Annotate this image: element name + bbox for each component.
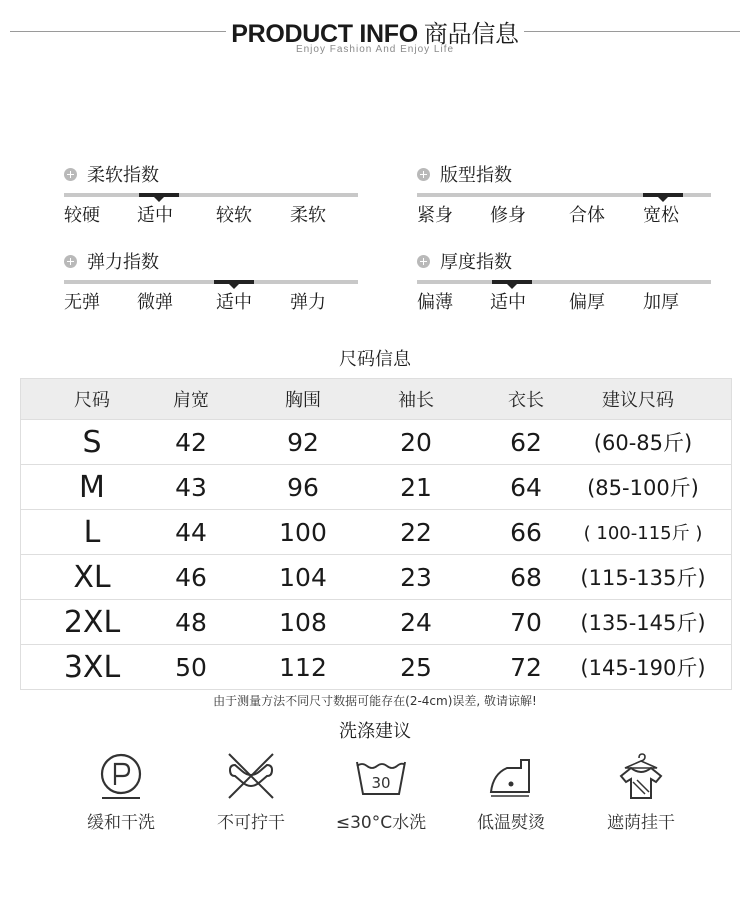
table-cell: 70 bbox=[510, 607, 542, 637]
dry-clean-p-icon bbox=[91, 752, 151, 802]
recommended-size-cell: (135-145斤) bbox=[580, 611, 706, 635]
table-cell: 44 bbox=[175, 517, 207, 547]
plus-circle-icon bbox=[417, 168, 430, 181]
table-cell: 46 bbox=[175, 562, 207, 592]
care-label: 不可拧干 bbox=[217, 813, 285, 833]
thickness-index bbox=[417, 250, 711, 330]
size-cell: M bbox=[79, 469, 105, 505]
index-title: 厚度指数 bbox=[440, 252, 512, 273]
title-cn: 商品信息 bbox=[423, 21, 519, 48]
table-cell: 25 bbox=[400, 652, 432, 682]
index-marker bbox=[214, 280, 254, 284]
title-en: PRODUCT INFO bbox=[231, 20, 418, 48]
table-row bbox=[21, 509, 731, 554]
table-cell: 96 bbox=[287, 472, 319, 502]
recommended-size-cell: (60-85斤) bbox=[593, 431, 693, 455]
shade-hang-dry-icon bbox=[611, 752, 671, 802]
index-level: 适中 bbox=[490, 292, 526, 313]
index-level: 适中 bbox=[216, 292, 252, 313]
index-level: 偏薄 bbox=[417, 292, 453, 313]
column-header: 尺码 bbox=[74, 390, 110, 411]
table-cell: 112 bbox=[279, 652, 327, 682]
index-level: 较软 bbox=[216, 205, 252, 226]
index-marker bbox=[139, 193, 179, 197]
recommended-size-cell: (85-100斤) bbox=[587, 476, 699, 500]
index-title: 弹力指数 bbox=[87, 252, 159, 273]
size-cell: XL bbox=[73, 559, 111, 595]
care-label: 缓和干洗 bbox=[87, 813, 155, 833]
column-header: 袖长 bbox=[398, 390, 434, 411]
index-level: 偏厚 bbox=[569, 292, 605, 313]
no-wring-icon bbox=[221, 752, 281, 802]
elasticity-index bbox=[64, 250, 358, 330]
low-iron-icon bbox=[481, 752, 541, 802]
care-item bbox=[456, 752, 566, 842]
table-cell: 68 bbox=[510, 562, 542, 592]
table-cell: 23 bbox=[400, 562, 432, 592]
index-level: 柔软 bbox=[290, 205, 326, 226]
recommended-size-cell: ( 100-115斤 ) bbox=[583, 523, 703, 544]
index-level: 较硬 bbox=[64, 205, 100, 226]
index-level: 宽松 bbox=[643, 205, 679, 226]
care-item bbox=[196, 752, 306, 842]
table-cell: 22 bbox=[400, 517, 432, 547]
table-cell: 62 bbox=[510, 427, 542, 457]
index-title: 柔软指数 bbox=[87, 165, 159, 186]
table-row bbox=[21, 554, 731, 599]
index-marker bbox=[643, 193, 683, 197]
index-bar bbox=[64, 280, 358, 284]
table-cell: 64 bbox=[510, 472, 542, 502]
index-level: 弹力 bbox=[290, 292, 326, 313]
index-level: 适中 bbox=[137, 205, 173, 226]
care-item bbox=[326, 752, 436, 842]
measurement-note: 由于测量方法不同尺寸数据可能存在(2-4cm)误差, 敬请谅解! bbox=[213, 694, 537, 708]
index-marker bbox=[492, 280, 532, 284]
care-label: 遮荫挂干 bbox=[607, 813, 675, 833]
recommended-size-cell: (145-190斤) bbox=[580, 656, 706, 680]
index-level: 微弹 bbox=[137, 292, 173, 313]
size-table-title: 尺码信息 bbox=[339, 349, 411, 370]
table-cell: 43 bbox=[175, 472, 207, 502]
table-cell: 24 bbox=[400, 607, 432, 637]
index-bar bbox=[417, 280, 711, 284]
index-bar bbox=[64, 193, 358, 197]
table-cell: 42 bbox=[175, 427, 207, 457]
care-item bbox=[66, 752, 176, 842]
table-cell: 21 bbox=[400, 472, 432, 502]
table-cell: 66 bbox=[510, 517, 542, 547]
column-header: 肩宽 bbox=[173, 390, 209, 411]
column-header: 衣长 bbox=[508, 390, 544, 411]
care-title: 洗涤建议 bbox=[339, 721, 411, 742]
size-table bbox=[20, 378, 732, 690]
column-header: 建议尺码 bbox=[602, 390, 674, 411]
wash-temperature: 30 bbox=[371, 774, 391, 792]
table-cell: 108 bbox=[279, 607, 327, 637]
care-label: 低温熨烫 bbox=[477, 813, 545, 833]
table-cell: 92 bbox=[287, 427, 319, 457]
table-row bbox=[21, 419, 731, 464]
size-cell: 3XL bbox=[63, 649, 121, 685]
size-cell: S bbox=[82, 424, 102, 460]
table-cell: 48 bbox=[175, 607, 207, 637]
table-row bbox=[21, 464, 731, 509]
index-level: 加厚 bbox=[643, 292, 679, 313]
softness-index bbox=[64, 163, 358, 243]
table-row bbox=[21, 599, 731, 644]
care-item bbox=[586, 752, 696, 842]
plus-circle-icon bbox=[64, 255, 77, 268]
page-subtitle: Enjoy Fashion And Enjoy Life bbox=[295, 44, 455, 55]
table-cell: 72 bbox=[510, 652, 542, 682]
table-cell: 50 bbox=[175, 652, 207, 682]
table-row bbox=[21, 644, 731, 689]
care-label: ≤30°C水洗 bbox=[335, 813, 427, 833]
table-header-row bbox=[21, 379, 731, 419]
table-cell: 100 bbox=[279, 517, 327, 547]
recommended-size-cell: (115-135斤) bbox=[580, 566, 706, 590]
index-title: 版型指数 bbox=[440, 165, 512, 186]
wash-tub-icon bbox=[351, 752, 411, 802]
index-level: 合体 bbox=[569, 205, 605, 226]
size-cell: 2XL bbox=[63, 604, 121, 640]
column-header: 胸围 bbox=[285, 390, 321, 411]
index-level: 紧身 bbox=[417, 205, 453, 226]
table-cell: 20 bbox=[400, 427, 432, 457]
plus-circle-icon bbox=[64, 168, 77, 181]
index-level: 无弹 bbox=[64, 292, 100, 313]
table-cell: 104 bbox=[279, 562, 327, 592]
size-cell: L bbox=[83, 514, 101, 550]
plus-circle-icon bbox=[417, 255, 430, 268]
index-level: 修身 bbox=[490, 205, 526, 226]
fit-index bbox=[417, 163, 711, 243]
